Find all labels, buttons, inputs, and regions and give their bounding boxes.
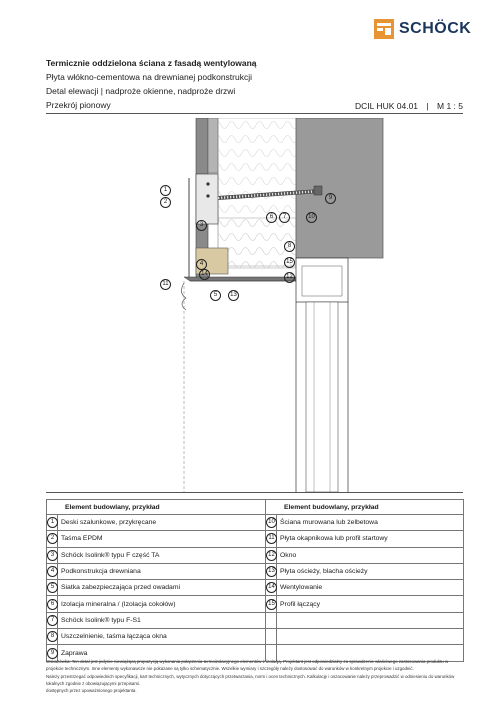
legend-label: Schöck Isolink® typu F część TA bbox=[58, 547, 266, 563]
callout-5: 5 bbox=[210, 283, 221, 301]
footer-line-1: Wskazówka: Ten detal jest jedynie niewiążącą propozycją wykonania połączenia termoizolacyjnego elementów z izolacją. Projektant jest odpowiedzialny za sprawdzenie właściwego zastosowania produktu w projekcie technicznym. Inne elementy wykonawcze nie pokazane są tylko schematycznie. Wszelkie wymiary i szczegóły należy dostosować do warunków w konkretnym projekcie i uzgodnić. bbox=[46, 659, 449, 672]
legend-label bbox=[277, 612, 464, 628]
legend-row bbox=[47, 580, 464, 596]
legend-left-header: Element budowlany, przykład bbox=[47, 500, 266, 515]
legend-number-badge: 4 bbox=[47, 566, 58, 577]
legend-row bbox=[47, 629, 464, 645]
callout-13: 13 bbox=[228, 283, 239, 301]
legend-label: Zaprawa bbox=[58, 645, 266, 661]
legend-number-badge: 5 bbox=[47, 582, 58, 593]
drawing-code-scale: DCIL HUK 04.01 | M 1 : 5 bbox=[355, 101, 463, 111]
legend-divider bbox=[46, 492, 463, 493]
header-divider bbox=[46, 113, 463, 114]
legend-header-row bbox=[47, 500, 464, 515]
facade-panel bbox=[208, 118, 218, 173]
footer-line-2: Należy przestrzegać odpowiednich specyfikacji, kart technicznych, wytycznych dotyczących przetwarzania, norm i ocen technicznych. Kalkulację i oszacowanie należy przeprowadzić w odniesieniu do warunków lokalnych zgodnie z obowiązującymi przepisami. bbox=[46, 673, 455, 686]
legend-number-badge: 8 bbox=[47, 631, 58, 642]
callout-10: 10 bbox=[306, 205, 317, 223]
legend-number bbox=[47, 580, 58, 596]
detail-description: Detal elewacji | nadproże okienne, nadproże drzwi bbox=[46, 86, 236, 96]
legend-number bbox=[47, 563, 58, 579]
legend-number-badge: 15 bbox=[266, 599, 277, 610]
legend-number bbox=[266, 629, 277, 645]
legend-number bbox=[266, 563, 277, 579]
legend-number-badge: 2 bbox=[47, 533, 58, 544]
legend-label: Schöck Isolink® typu F-S1 bbox=[58, 612, 266, 628]
legend-label: Siatka zabezpieczająca przed owadami bbox=[58, 580, 266, 596]
callout-15: 15 bbox=[284, 250, 295, 268]
legend-row bbox=[47, 612, 464, 628]
legend-label: Okno bbox=[277, 547, 464, 563]
callout-3: 3 bbox=[196, 213, 207, 231]
window-glass bbox=[306, 302, 338, 492]
drawing-scale: M 1 : 5 bbox=[437, 101, 463, 111]
legend-label: Płyta ościeży, blacha ościeży bbox=[277, 563, 464, 579]
legend-number bbox=[47, 629, 58, 645]
legend-label: Profil łączący bbox=[277, 596, 464, 612]
legend-number bbox=[47, 547, 58, 563]
legend-number-badge: 14 bbox=[266, 582, 277, 593]
legend-number-badge: 6 bbox=[47, 599, 58, 610]
legend-label: Taśma EPDM bbox=[58, 531, 266, 547]
section-drawing bbox=[46, 118, 463, 492]
legend-number bbox=[266, 515, 277, 531]
legend-number-badge: 1 bbox=[47, 517, 58, 528]
callout-8: 8 bbox=[284, 234, 295, 252]
legend-table bbox=[46, 499, 464, 662]
legend-label: Płyta okapnikowa lub profil startowy bbox=[277, 531, 464, 547]
window-frame-inner bbox=[302, 266, 342, 296]
callout-12: 12 bbox=[284, 265, 295, 283]
callout-9: 9 bbox=[325, 186, 336, 204]
bracket-screw bbox=[206, 182, 209, 185]
bracket-screw bbox=[206, 194, 209, 197]
legend-label: Wentylowanie bbox=[277, 580, 464, 596]
legend-number-badge: 12 bbox=[266, 550, 277, 561]
legend-number bbox=[266, 612, 277, 628]
callout-2: 2 bbox=[160, 190, 171, 208]
legend-number-badge: 7 bbox=[47, 615, 58, 626]
legend-number bbox=[47, 596, 58, 612]
brand-logo bbox=[374, 19, 471, 39]
legend-label: Uszczelnienie, taśma łącząca okna bbox=[58, 629, 266, 645]
legend-row bbox=[47, 563, 464, 579]
callout-1: 1 bbox=[160, 178, 171, 196]
brand-name: SCHÖCK bbox=[399, 20, 472, 37]
callout-11: 11 bbox=[160, 272, 171, 290]
legend-row bbox=[47, 596, 464, 612]
callout-14: 14 bbox=[199, 262, 210, 280]
drawing-code: DCIL HUK 04.01 bbox=[355, 101, 419, 111]
callout-4: 4 bbox=[196, 252, 207, 270]
legend-number bbox=[47, 531, 58, 547]
rod-anchor bbox=[314, 186, 322, 195]
legend-number bbox=[47, 515, 58, 531]
legend-row bbox=[47, 547, 464, 563]
legend-row bbox=[47, 515, 464, 531]
legend-number-badge: 13 bbox=[266, 566, 277, 577]
legend-right-header: Element budowlany, przykład bbox=[266, 500, 464, 515]
legend-row bbox=[47, 531, 464, 547]
legend-label: Izolacja mineralna / (Izolacja cokołów) bbox=[58, 596, 266, 612]
legend-number bbox=[266, 580, 277, 596]
legend-label: Podkonstrukcja drewniana bbox=[58, 563, 266, 579]
disclaimer-footer bbox=[46, 658, 463, 694]
schoeck-logo-icon bbox=[374, 19, 394, 39]
callout-6: 6 bbox=[266, 205, 277, 223]
masonry-wall bbox=[296, 118, 383, 258]
legend-number-badge: 3 bbox=[47, 550, 58, 561]
footer-line-3: dostępnych przez upoważnionego projektanta. bbox=[46, 688, 137, 694]
document-title: Termicznie oddzielona ściana z fasadą wentylowaną bbox=[46, 58, 257, 68]
legend-number-badge: 10 bbox=[266, 517, 277, 528]
legend-label: Deski szalunkowe, przykręcane bbox=[58, 515, 266, 531]
legend-label: Ściana murowana lub żelbetowa bbox=[277, 515, 464, 531]
legend-number-badge: 9 bbox=[47, 648, 58, 659]
legend-number bbox=[266, 547, 277, 563]
section-label: Przekrój pionowy bbox=[46, 100, 111, 110]
legend-number-badge: 11 bbox=[266, 533, 277, 544]
callout-7: 7 bbox=[279, 205, 290, 223]
legend-label bbox=[277, 629, 464, 645]
legend-number bbox=[47, 612, 58, 628]
document-subtitle: Płyta włókno-cementowa na drewnianej podkonstrukcji bbox=[46, 72, 252, 82]
legend-number bbox=[266, 531, 277, 547]
insect-mesh bbox=[181, 283, 186, 310]
legend-number bbox=[266, 596, 277, 612]
